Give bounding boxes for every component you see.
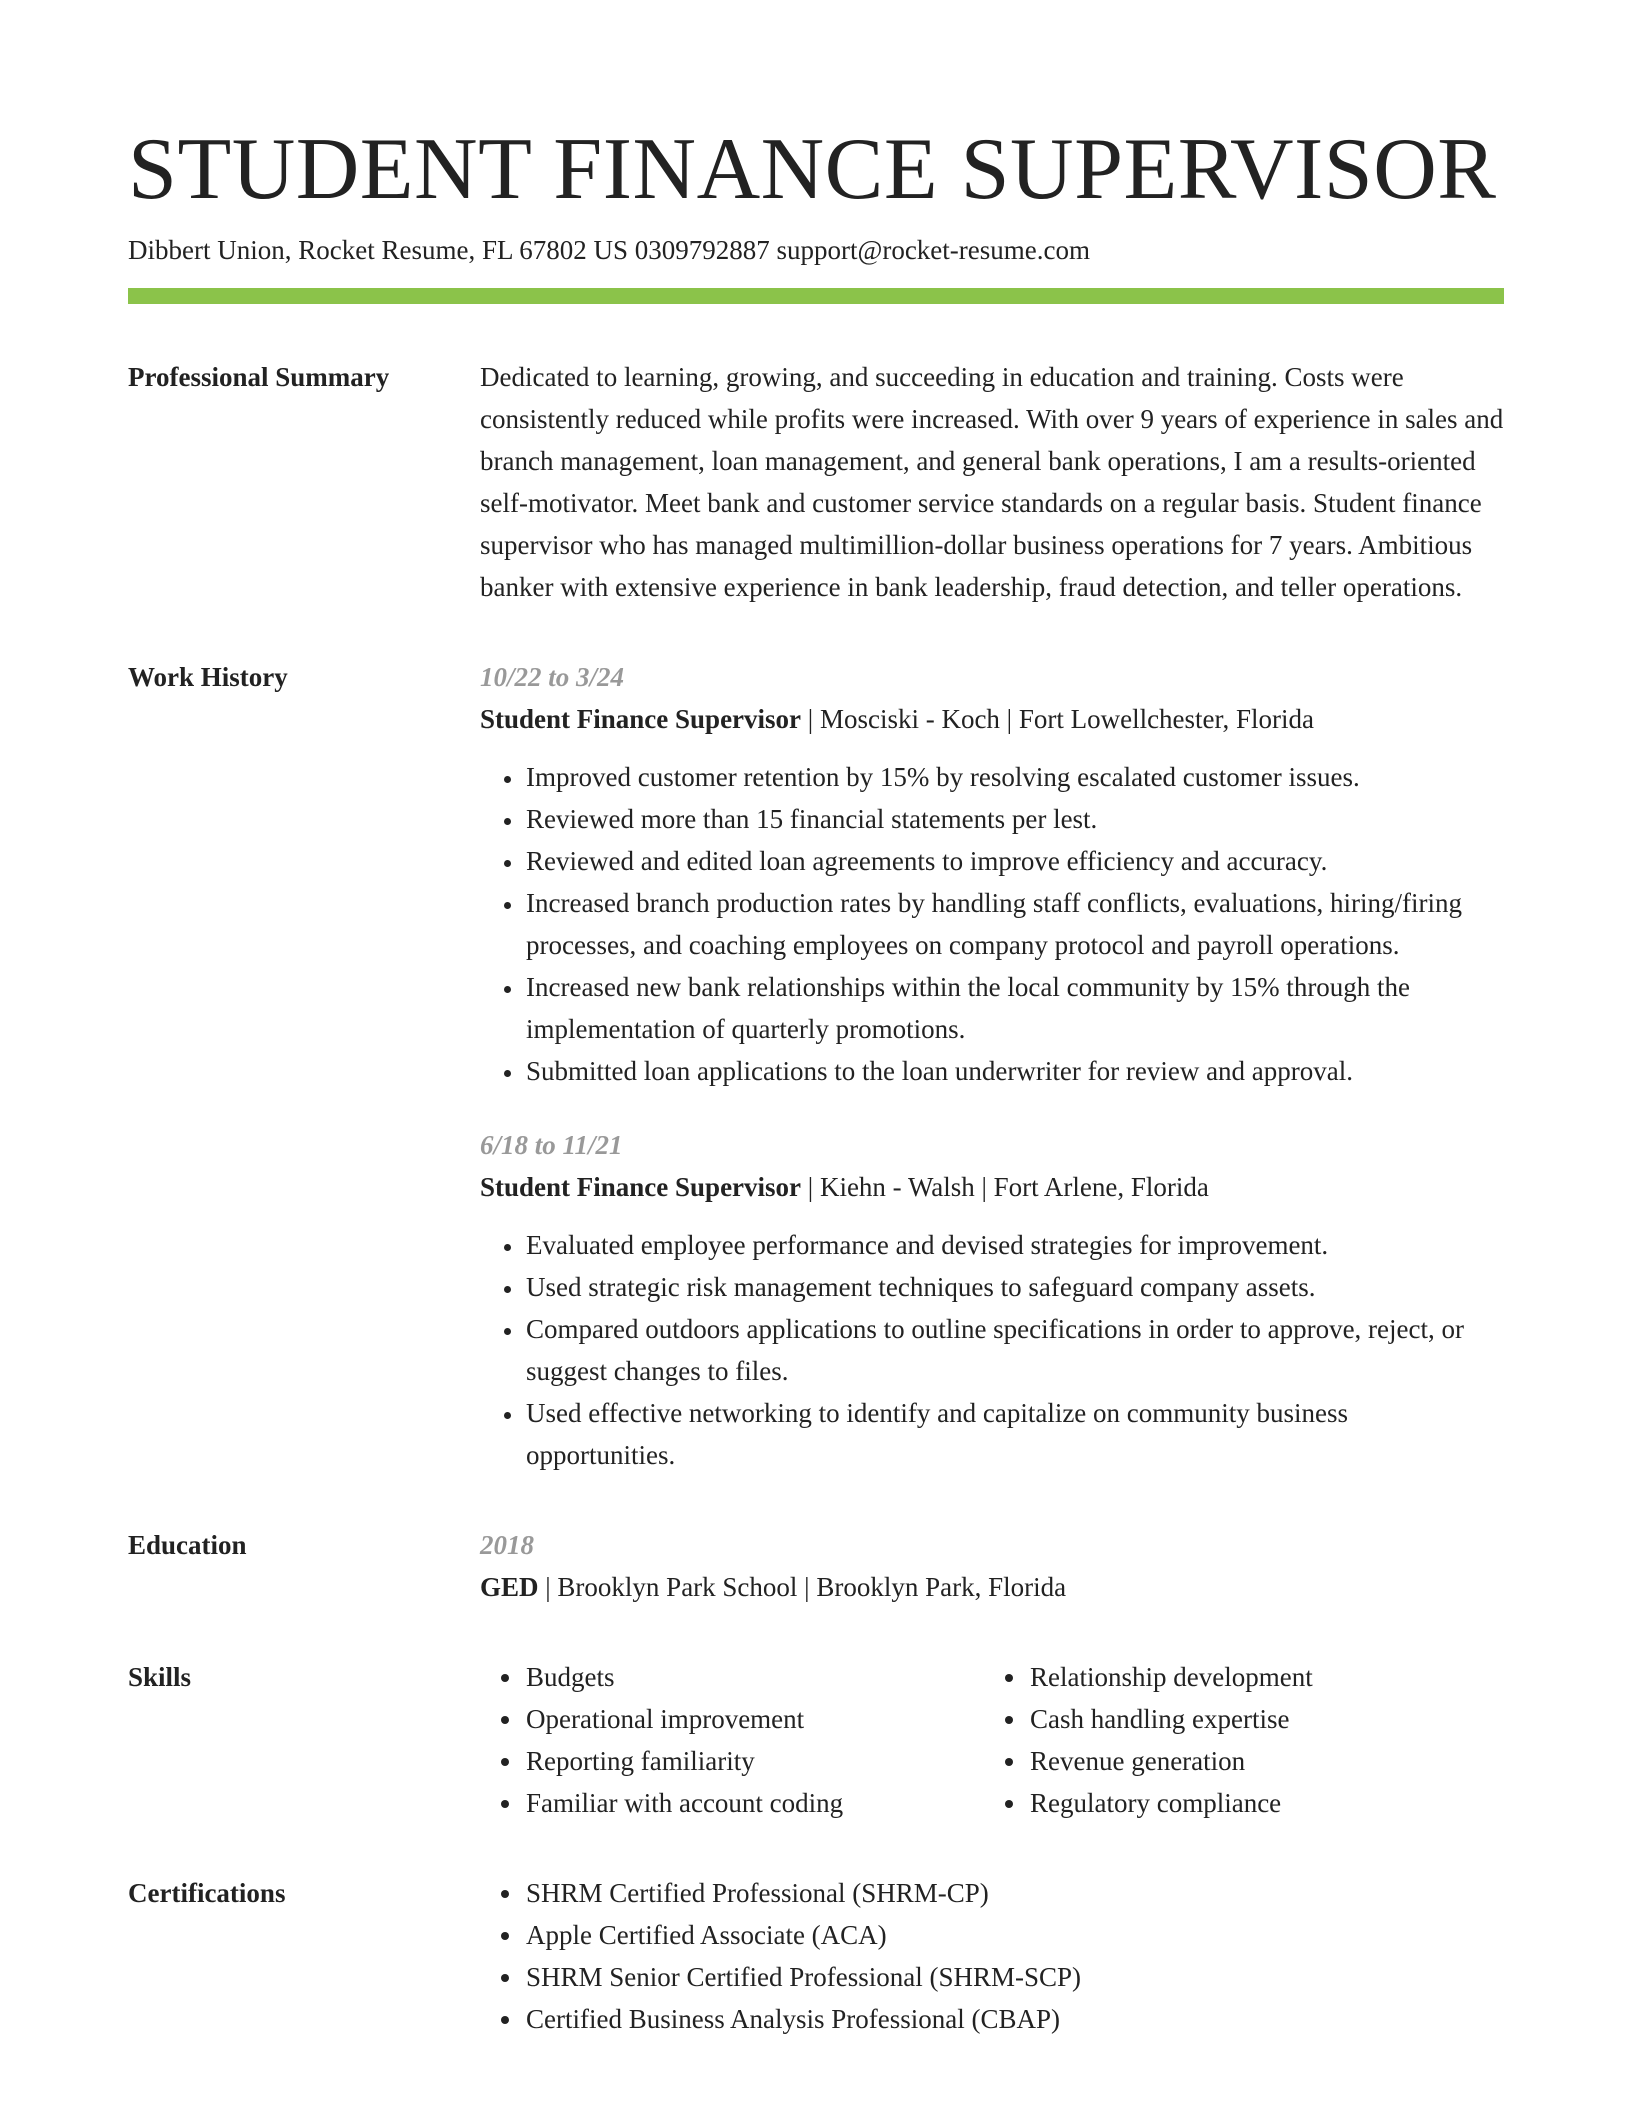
skills-grid [480, 1656, 1504, 1824]
list-item: • Certified Business Analysis Professional (CBAP) [524, 1998, 1504, 2040]
skills-column-2 [984, 1656, 1313, 1824]
list-item: • Increased branch production rates by handling staff conflicts, evaluations, hiring/firing processes, and coaching employees on company protocol and payroll operations. [524, 882, 1504, 966]
list-item: • Used effective networking to identify and capitalize on community business opportunities. [524, 1392, 1504, 1476]
contact-phone: 0309792887 [634, 235, 770, 265]
list-item: • Cash handling expertise [1028, 1698, 1313, 1740]
education-degree: GED [480, 1572, 539, 1602]
job-bullets [480, 1224, 1504, 1476]
list-item: • Used strategic risk management techniques to safeguard company assets. [524, 1266, 1504, 1308]
job-dates: 10/22 to 3/24 [480, 662, 625, 692]
job-dates: 6/18 to 11/21 [480, 1130, 623, 1160]
job-bullets [480, 756, 1504, 1092]
work-history-heading: Work History [128, 662, 288, 692]
list-item: • Increased new bank relationships within the local community by 15% through the implementation of quarterly promotions. [524, 966, 1504, 1050]
education-details: | Brooklyn Park School | Brooklyn Park, Florida [538, 1572, 1067, 1602]
work-history-section [128, 656, 1504, 1476]
contact-line [128, 232, 1504, 268]
list-item: • Reporting familiarity [524, 1740, 984, 1782]
skills-column-1 [480, 1656, 984, 1824]
education-line [480, 1566, 1504, 1608]
list-item: • Revenue generation [1028, 1740, 1313, 1782]
certifications-heading: Certifications [128, 1878, 286, 1908]
certifications-list [480, 1872, 1504, 2040]
job-title-line [480, 698, 1504, 740]
resume-name: STUDENT FINANCE SUPERVISOR [128, 121, 1497, 218]
job-role: Student Finance Supervisor [480, 1172, 802, 1202]
resume-page [128, 120, 1504, 2040]
skills-heading: Skills [128, 1662, 192, 1692]
summary-heading: Professional Summary [128, 362, 390, 392]
education-year: 2018 [480, 1530, 534, 1560]
job-entry [480, 1124, 1504, 1476]
list-item: • Reviewed more than 15 financial statements per lest. [524, 798, 1504, 840]
list-item: • Compared outdoors applications to outline specifications in order to approve, reject, or suggest changes to files. [524, 1308, 1504, 1392]
list-item: • Improved customer retention by 15% by resolving escalated customer issues. [524, 756, 1504, 798]
job-role: Student Finance Supervisor [480, 704, 802, 734]
list-item: • Operational improvement [524, 1698, 984, 1740]
list-item: • Evaluated employee performance and devised strategies for improvement. [524, 1224, 1504, 1266]
contact-email: support@rocket-resume.com [776, 235, 1090, 265]
certifications-section [128, 1872, 1504, 2040]
list-item: • SHRM Senior Certified Professional (SHRM-SCP) [524, 1956, 1504, 1998]
list-item: • Familiar with account coding [524, 1782, 984, 1824]
list-item: • Apple Certified Associate (ACA) [524, 1914, 1504, 1956]
list-item: • SHRM Certified Professional (SHRM-CP) [524, 1872, 1504, 1914]
list-item: • Reviewed and edited loan agreements to improve efficiency and accuracy. [524, 840, 1504, 882]
summary-text: Dedicated to learning, growing, and succeeding in education and training. Costs were consistently reduced while profits were increased. With over 9 years of experience in sales and branch management, loan management, and general bank operations, I am a results-oriented self-motivator. Meet bank and customer service standards on a regular basis. Student finance supervisor who has managed multimillion-dollar business operations for 7 years. Ambitious banker with extensive experience in bank leadership, fraud detection, and teller operations. [480, 362, 1504, 602]
job-entry [480, 656, 1504, 1092]
skills-section [128, 1656, 1504, 1824]
job-title-line [480, 1166, 1504, 1208]
contact-address: Dibbert Union, Rocket Resume, FL 67802 US [128, 235, 628, 265]
list-item: • Regulatory compliance [1028, 1782, 1313, 1824]
header-divider [128, 288, 1504, 304]
list-item: • Budgets [524, 1656, 984, 1698]
education-heading: Education [128, 1530, 247, 1560]
education-section [128, 1524, 1504, 1608]
list-item: • Relationship development [1028, 1656, 1313, 1698]
job-details: | Kiehn - Walsh | Fort Arlene, Florida [801, 1172, 1209, 1202]
list-item: • Submitted loan applications to the loan underwriter for review and approval. [524, 1050, 1504, 1092]
summary-section [128, 356, 1504, 608]
job-details: | Mosciski - Koch | Fort Lowellchester, Florida [801, 704, 1314, 734]
